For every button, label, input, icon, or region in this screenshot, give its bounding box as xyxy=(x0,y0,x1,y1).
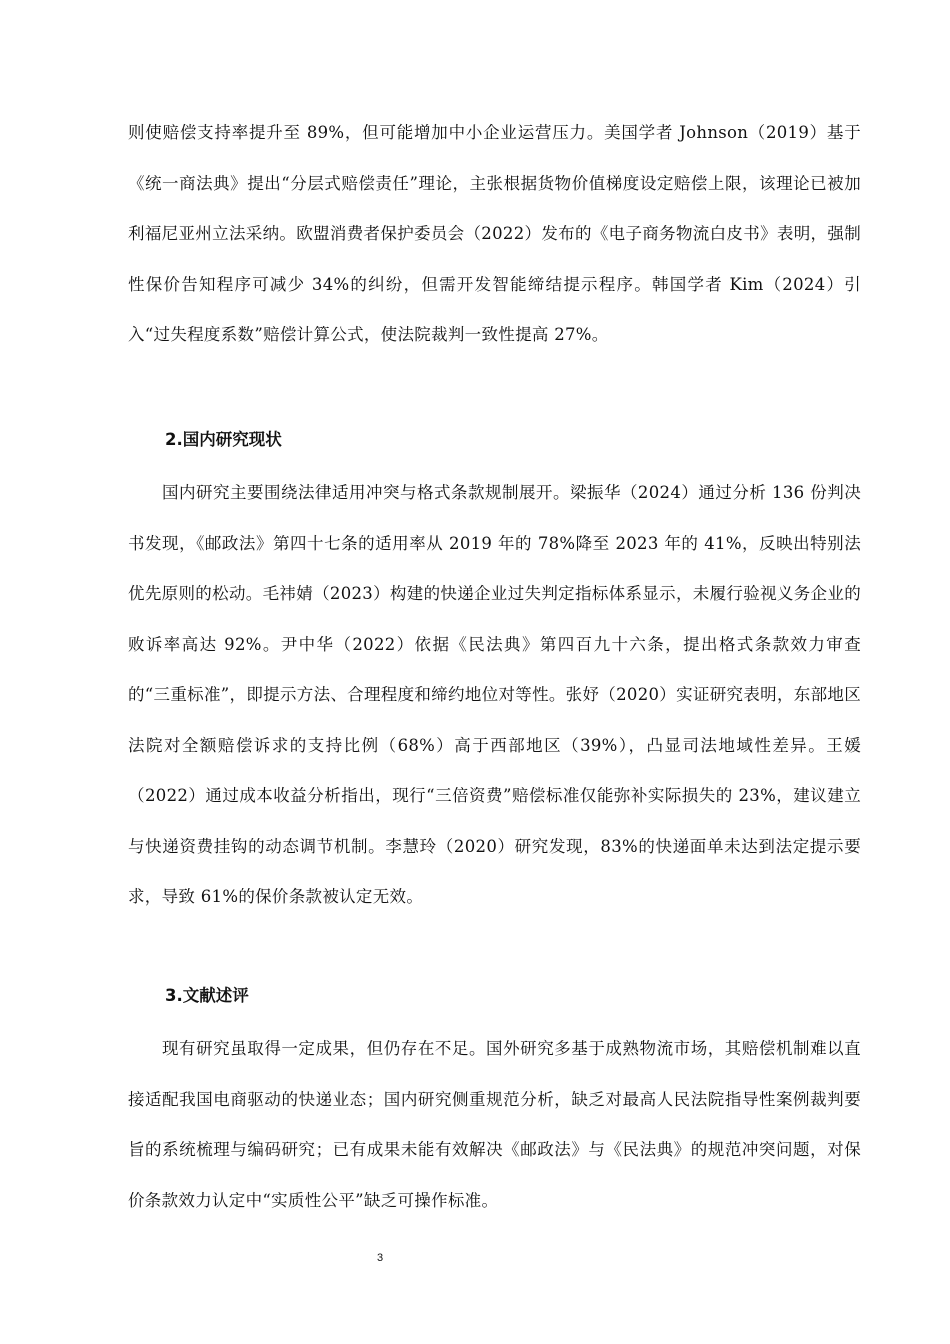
page-number: 3 xyxy=(376,1252,384,1264)
section-heading-domestic-research: 2.国内研究现状 xyxy=(165,430,282,449)
paragraph-literature-review: 现有研究虽取得一定成果，但仍存在不足。国外研究多基于成熟物流市场，其赔偿机制难以直接适配我国电商驱动的快递业态；国内研究侧重规范分析，缺乏对最高人民法院指导性案例裁判要旨的系统梳理与编码研究；已有成果未能有效解决《邮政法》与《民法典》的规范冲突问题，对保价条款效力认定中“实质性公平”缺乏可操作标准。 xyxy=(128,1039,861,1210)
paragraph-foreign-research-continued: 则使赔偿支持率提升至 89%，但可能增加中小企业运营压力。美国学者 Johnson（2019）基于《统一商法典》提出“分层式赔偿责任”理论，主张根据货物价值梯度设定赔偿上限，该理论已被加利福尼亚州立法采纳。欧盟消费者保护委员会（2022）发布的《电子商务物流白皮书》表明，强制性保价告知程序可减少 34%的纠纷，但需开发智能缔结提示程序。韩国学者 Kim（2024）引入“过失程度系数”赔偿计算公式，使法院裁判一致性提高 27%。 xyxy=(128,123,861,344)
section-heading-literature-review: 3.文献述评 xyxy=(165,986,249,1005)
paragraph-domestic-research: 国内研究主要围绕法律适用冲突与格式条款规制展开。梁振华（2024）通过分析 136 份判决书发现，《邮政法》第四十七条的适用率从 2019 年的 78%降至 2023 年的 41%，反映出特别法优先原则的松动。毛祎婧（2023）构建的快递企业过失判定指标体系显示，未履行验视义务企业的败诉率高达 92%。尹中华（2022）依据《民法典》第四百九十六条，提出格式条款效力审查的“三重标准”，即提示方法、合理程度和缔约地位对等性。张妤（2020）实证研究表明，东部地区法院对全额赔偿诉求的支持比例（68%）高于西部地区（39%），凸显司法地域性差异。王媛（2022）通过成本收益分析指出，现行“三倍资费”赔偿标准仅能弥补实际损失的 23%，建议建立与快递资费挂钩的动态调节机制。李慧玲（2020）研究发现，83%的快递面单未达到法定提示要求，导致 61%的保价条款被认定无效。 xyxy=(128,483,861,906)
